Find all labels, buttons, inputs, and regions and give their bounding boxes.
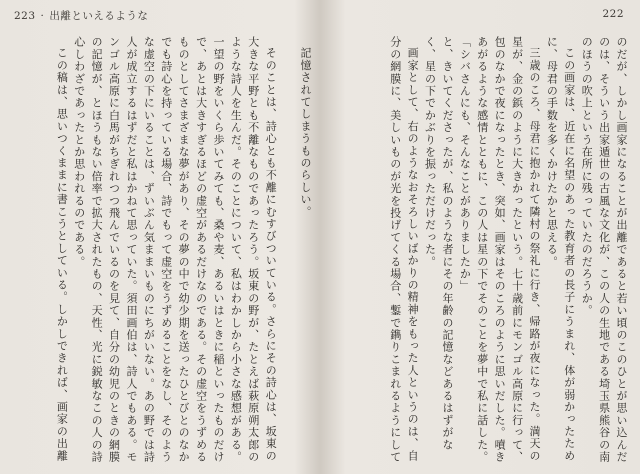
paragraph: 画家として、右のようなおそろしいばかりの精神をもった人というのは、自分の網膜に、美しいものが光を投げてくる場合、鏨で鐫りこまれるようにして	[388, 36, 420, 463]
right-page-body	[330, 36, 630, 466]
paragraph: 三歳のころ、母君に抱かれて隣村の祭礼に行き、帰路が夜になった。満天の星が、金の鋲のように大きかったという。七十歳前にモンゴル高原に行って、包のなかで夜になったとき、突如、画家はそのころのように思いだした。噴きあがるような感情とともに、この人は星の下でそのことを夢中で私に話した。	[475, 36, 541, 463]
paragraph: と、きいてくださったが、私のような者にその年齢の記憶などあるはずがなく、星の下でかぶりを振っただけだった。	[423, 36, 454, 451]
page-number-right: 222	[602, 8, 624, 20]
paragraph: この画家は、近在に名望のあった教育者の長子にうまれ、体が弱かったために、母君の手数を多くかけたかと思える。	[545, 36, 576, 462]
left-page-header	[14, 8, 148, 23]
paragraph: この稿は、思いつくままに書こうとしている。しかしできれば、画家の出離	[55, 47, 69, 462]
paragraph: 記憶されてしまうものらしい。	[299, 47, 312, 218]
right-page	[322, 0, 640, 474]
paragraph: のだが、しかし画家になることが出離であると若い頃のこのひとが思い込んだのは、そういう出家遁世の古風な文化が、この人の生地である埼玉県熊谷の南のほうの吹上という在所に残っていたのだろうか。	[580, 36, 628, 463]
paragraph: そのことは、詩心とも不離にむすびついている。さらにその詩心は、坂東の大きな平野とも不離なものであったろう。坂東の野が、たとえば萩原朔太郎のような詩人を生んだ。そのことについて、私はわかしから小さな感想がある。一望の野をいくら歩いてみても、桑や麦、あるいはときに稲といったものだけで、あとは大きすぎるほどの虚空があるだけなのである。その虚空をうずめるものとしてさまざまな夢があり、その夢の中で幼少期を送ったひとびとのなかでも詩心を持っている場合、詩でもって虚空をうずめることをなし、そのような虚空の下にいることは、ずいぶん気ままいものにちがいない。あの野では詩人が成立するはずだと私はかねて思っていた。須田画伯は、詩人でもある。モンゴル高原に白馬がちぎれつつ飛んでいるのを見て、自分の幼児のときの網膜の記憶が、とほうもない倍率で拡大されたもの、天性、光に鋭敏なこの人の詩心しわざであったとか思われるのである。	[72, 36, 278, 463]
running-title: 出離といえるような	[49, 10, 149, 22]
left-page-body	[14, 36, 314, 466]
header-separator: ·	[40, 10, 45, 22]
left-page	[0, 0, 318, 474]
page-number-left: 223	[14, 10, 36, 22]
paragraph: 「シバさんにも、そんなことがありましたか」	[458, 36, 472, 293]
